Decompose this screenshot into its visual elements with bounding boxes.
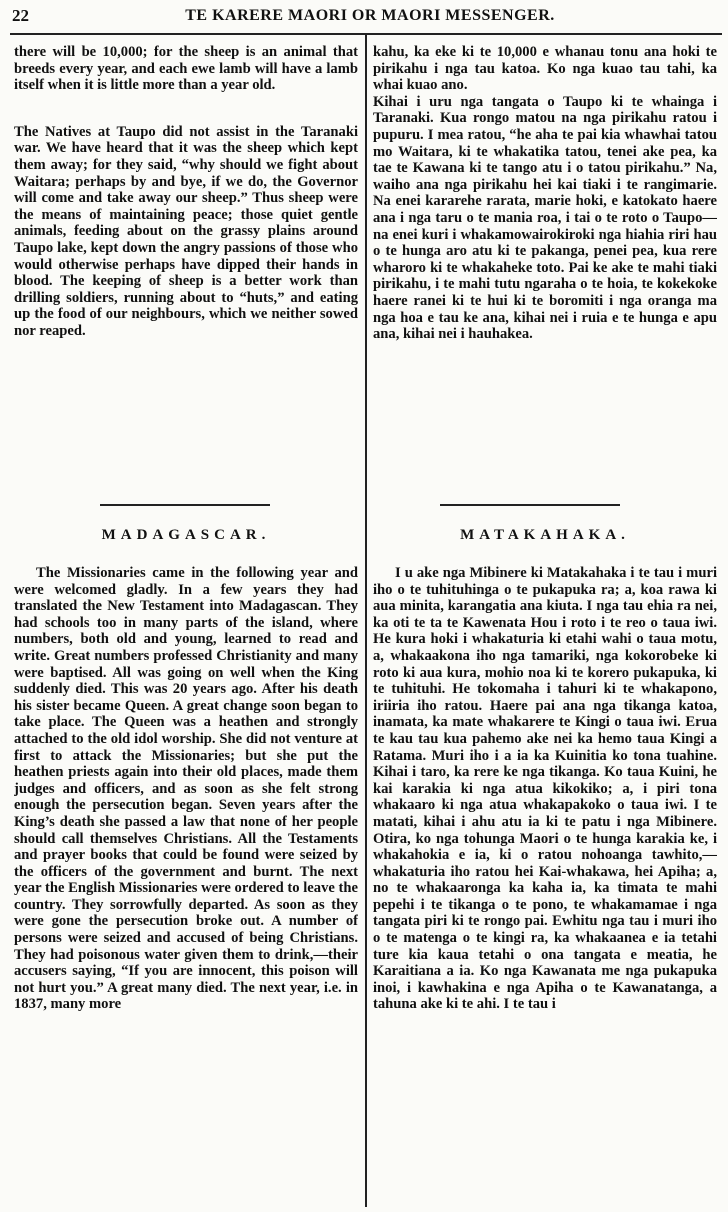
left-top-paragraph-2: The Natives at Taupo did not assist in the Taranaki war. We have heard that it was the sheep which kept them away; for they said, “why should we fight about Waitara; perhaps by and bye, if we do, the Governor will come and take away our sheep.” Thus sheep were the means of maintaining peace; those quiet gentle animals, feeding about on the grassy plains around Taupo lake, kept down the angry passions of those who would otherwise perhaps have dipped their hands in blood. The keeping of sheep is a better work than drilling soldiers, running about to “huts,” and eating up the food of our neighbours, which we neither sowed nor reaped. xyxy=(14,123,358,339)
matakahaka-heading: MATAKAHAKA. xyxy=(460,527,630,543)
matakahaka-body: I u ake nga Mibinere ki Matakahaka i te tau i muri iho o te tuhituhinga o te pukapuka ra; a, koa rawa ki aua minita, karangatia ana kiuta. I nga tau ehia ra nei, ka oti te ta te Kawenata Hou i roto i te reo o taua iwi. He kura hoki i whakaturia ki etahi wahi o taua motu, a, whakaakona iho nga tamariki, nga kokorobeke ki roto ki aua kura, mohio noa ki te korero pukapuka, ki te tuhituhi. He tokomaha i tahuri ki te whakapono, iriiria iho ratou. Haere pai ana nga tikanga katoa, inamata, ka mate whakarere te Kingi o taua iwi. Erua te kau tau kua pahemo ake nei ka hemo taua Kingi a Ratama. Muri iho i a ia ka Kuinitia ko tona tuahine. Kihai i taro, ka rere ke nga tikanga. Ko taua Kuini, he kai karakia ki nga atua kikokiko; a, i piri tona whakaaro ki nga atua whakapakoko o taua iwi. I te matati, kihai i ahu atu ia ki te patu i nga Mibinere. Otira, ko nga tohunga Maori o te hunga karakia ke, i whakahokia e ia, ki o ratou nohoanga tawhito,—whakaturia iho ratou hei Kai-whakawa, hei Apiha; a, no te whakaaronga ka kaha ia, ka timata te mahi pepehi i te tikanga o te pono, te whakamamae i nga tangata piri ki te rongo pai. Ewhitu nga tau i muri iho o te matenga o te kingi ra, ka whakaanea e ia tetahi ture kia kaua tetahi o ona tangata e meatia, he Karaitiana a ia. Ko nga Kawanata me nga pukapuka inoi, i kawhakina e nga Apiha o te Kawanatanga, a tahuna ake ki te ahi. I te tau i xyxy=(373,565,717,1013)
right-top-paragraph-1: kahu, ka eke ki te 10,000 e whanau tonu ana hoki te pirikahu i nga tau katoa. Ko nga kuao tau tahi, ka whai kuao ano. xyxy=(373,44,717,94)
running-title: TE KARERE MAORI OR MAORI MESSENGER. xyxy=(185,7,555,24)
left-top-article xyxy=(14,44,358,426)
madagascar-article xyxy=(14,565,358,1207)
right-top-article xyxy=(373,44,717,484)
madagascar-body: The Missionaries came in the following year and were welcomed gladly. In a few years they had translated the New Testament into Madagascan. They had schools too in many parts of the island, where numbers, both old and young, learned to read and write. Great numbers professed Christianity and many were baptised. All was going on well when the King suddenly died. This was 20 years ago. After his death his sister became Queen. A great change soon began to take place. The Queen was a heathen and strongly attached to the old idol worship. She did not venture at first to attack the Missionaries; but she put the heathen priests again into their old places, made them judges and officers, and as soon as she felt strong enough the persecution began. Seven years after the King’s death she passed a law that none of her people should call themselves Christians. All the Testaments and prayer books that could be found were seized by the officers of the government and burnt. The next year the English Missionaries were ordered to leave the country. They sorrowfully departed. As soon as they were gone the persecution broke out. A number of persons were seized and accused of being Christians. They had poisonous water given them to drink,—their accusers saying, “If you are innocent, this poison will not hurt you.” A great many died. The next year, i.e. in 1837, many more xyxy=(14,565,358,1013)
column-divider xyxy=(365,35,367,1207)
right-top-paragraph-2: Kihai i uru nga tangata o Taupo ki te whainga i Taranaki. Kua rongo matou na nga pirikahu ratou i pupuru. I mea ratou, “he aha te pai kia whawhai tatou mo Waitara, ki te whakatika tatou, tenei ake pea, ka tae te Kawana ki te tango atu i o tatou pirikahu.” Na, waiho ana nga pirikahu hei kai tiaki i te rangimarie. Na enei kararehe rarata, marie hoki, e katokato haere ana i nga taru o te mania roa, i tai o te roto o Taupo—na enei kuri i whakamowairokiroki nga hiahia riri hau o te hunga aro atu ki te pakanga, penei pea, kua rere wharoro ki te whakaheke toto. Pai ke ake te mahi tiaki pirikahu, i te mahi tutu ngaraha o te hoia, te kokekoke haere ranei ki te hui ki te boromiti i nga oranga ma nga hoa e tau ke ana, kihai nei i ruia e te hunga e apu ana, kihai nei i hauhakea. xyxy=(373,93,717,343)
matakahaka-article xyxy=(373,565,717,1207)
page-number: 22 xyxy=(12,6,29,25)
madagascar-heading: MADAGASCAR. xyxy=(101,527,271,543)
right-section-rule xyxy=(440,504,620,506)
left-section-rule xyxy=(100,504,270,506)
left-top-paragraph-1: there will be 10,000; for the sheep is an animal that breeds every year, and each ewe lamb will have a lamb itself when it is little more than a year old. xyxy=(14,44,358,94)
